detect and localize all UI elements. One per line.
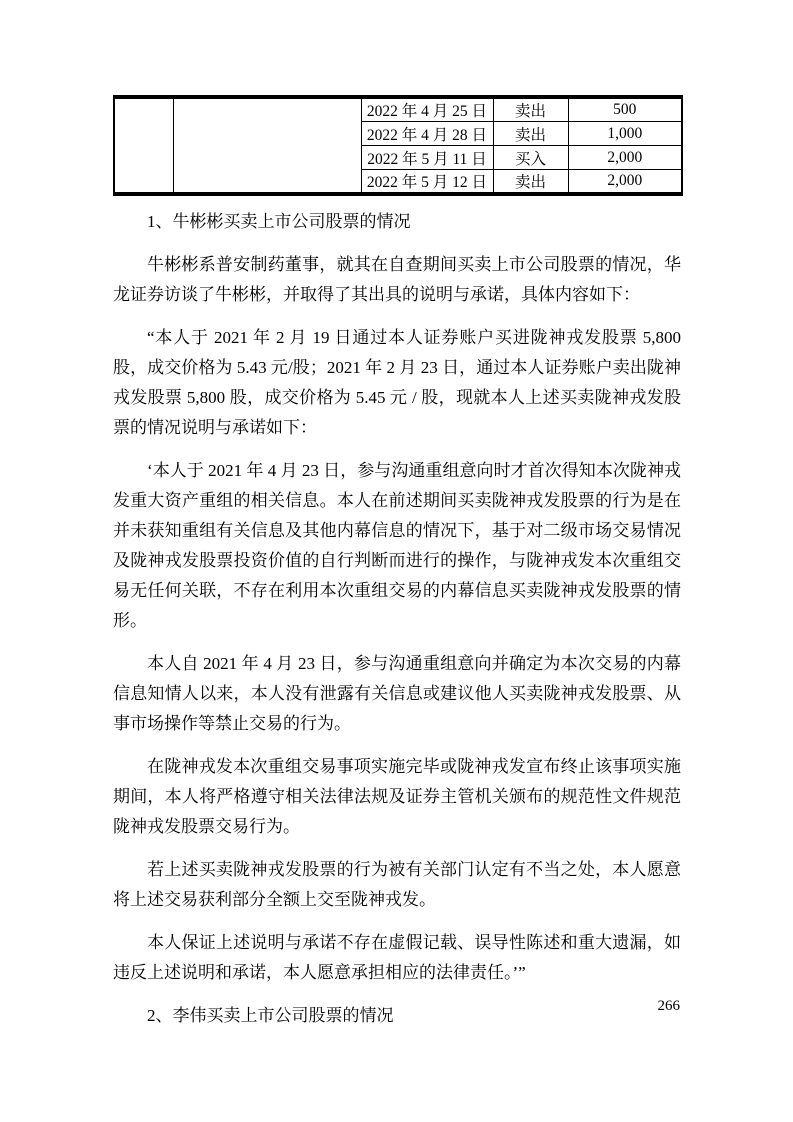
table-cell-quantity: 1,000: [568, 122, 682, 146]
table-cell-date: 2022 年 5 月 11 日: [361, 146, 493, 170]
paragraph-statement-5: 若上述买卖陇神戎发股票的行为被有关部门认定有不当之处，本人愿意将上述交易获利部分全额上交至陇神戎发。: [113, 860, 681, 909]
table-cell-date: 2022 年 4 月 28 日: [361, 122, 493, 146]
document-body: [113, 196, 681, 1044]
table-cell-date: 2022 年 5 月 12 日: [361, 170, 493, 195]
paragraph-statement-6: 本人保证上述说明与承诺不存在虚假记载、误导性陈述和重大遗漏，如违反上述说明和承诺，本人愿意承担相应的法律责任。’”: [113, 933, 681, 982]
table-cell-date: 2022 年 4 月 25 日: [361, 97, 493, 122]
section-heading-1: 1、牛彬彬买卖上市公司股票的情况: [147, 212, 411, 231]
table-cell-merged-empty-2: [173, 97, 361, 194]
page-number: 266: [657, 998, 680, 1014]
section-heading-2: 2、李伟买卖上市公司股票的情况: [147, 1006, 394, 1025]
table-cell-quantity: 2,000: [568, 146, 682, 170]
table-cell-merged-empty-1: [114, 97, 173, 194]
table-cell-operation: 卖出: [493, 122, 568, 146]
paragraph-statement-4: 在陇神戎发本次重组交易事项实施完毕或陇神戎发宣布终止该事项实施期间，本人将严格遵守相关法律法规及证券主管机关颁布的规范性文件规范陇神戎发股票交易行为。: [113, 757, 681, 836]
table-cell-quantity: 2,000: [568, 170, 682, 195]
table-row: [114, 97, 682, 122]
transaction-table: [113, 95, 683, 196]
paragraph-intro: 牛彬彬系普安制药董事，就其在自查期间买卖上市公司股票的情况，华龙证券访谈了牛彬彬，并取得了其出具的说明与承诺，具体内容如下：: [113, 255, 681, 304]
paragraph-statement-1: “本人于 2021 年 2 月 19 日通过本人证券账户买进陇神戎发股票 5,800 股，成交价格为 5.43 元/股；2021 年 2 月 23 日，通过本人证券账户卖出陇神戎发股票 5,800 股，成交价格为 5.45 元 / 股，现就本人上述买卖陇神戎发股票的情况说明与承诺如下：: [113, 328, 681, 437]
paragraph-statement-3: 本人自 2021 年 4 月 23 日，参与沟通重组意向并确定为本次交易的内幕信息知情人以来，本人没有泄露有关信息或建议他人买卖陇神戎发股票、从事市场操作等禁止交易的行为。: [113, 654, 681, 733]
table-cell-operation: 买入: [493, 146, 568, 170]
paragraph-statement-2: ‘本人于 2021 年 4 月 23 日，参与沟通重组意向时才首次得知本次陇神戎发重大资产重组的相关信息。本人在前述期间买卖陇神戎发股票的行为是在并未获知重组有关信息及其他内幕信息的情况下，基于对二级市场交易情况及陇神戎发股票投资价值的自行判断而进行的操作，与陇神戎发本次重组交易无任何关联，不存在利用本次重组交易的内幕信息买卖陇神戎发股票的情形。: [113, 461, 681, 630]
table-cell-operation: 卖出: [493, 170, 568, 195]
table-cell-operation: 卖出: [493, 97, 568, 122]
table-cell-quantity: 500: [568, 97, 682, 122]
